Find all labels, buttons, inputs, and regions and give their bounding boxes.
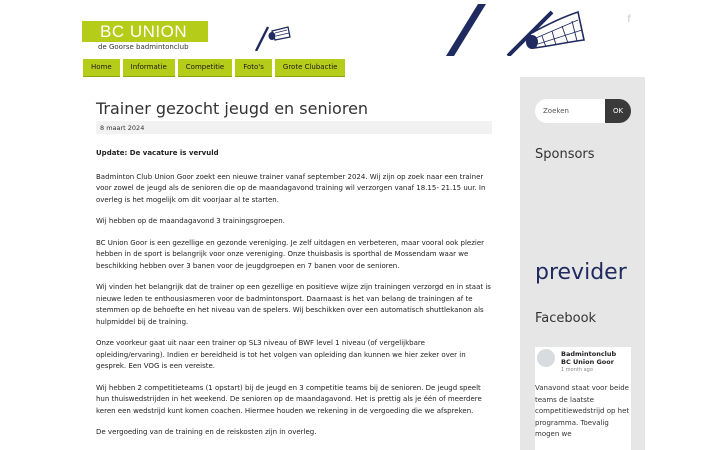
logo-subtitle: de Goorse badmintonclub [98,43,189,51]
nav-item-competitie[interactable]: Competitie [178,59,232,76]
logo-banner [82,21,208,42]
article-body [96,148,492,439]
avatar[interactable] [537,349,555,367]
article [82,78,506,450]
article-paragraph: De vergoeding van de training en de reiskosten zijn in overleg. [96,428,317,436]
article-paragraph: Onze voorkeur gaat uit naar een trainer op SL3 niveau of BWF level 1 niveau (of vergelijkbare opleiding/ervaring). Indien er bereidheid is tot het volgen van opleiding dan kunnen we hier zeker over in gesprek. Een VOG is een vereiste. [96,339,466,370]
article-paragraph: BC Union Goor is een gezellige en gezonde vereniging. Je zelf uitdagen en verbeteren, maar vooral ook plezier hebben in de sport is belangrijk voor onze vereniging. Onze thuisbasis is sporthal de Mossendam waar we beschikking hebben over 3 banen voor de jeugdgroepen en 7 banen voor de senioren. [96,238,485,270]
sidebar [520,77,645,450]
nav-item-grote-clubactie[interactable]: Grote Clubactie [275,59,346,76]
article-lead: Update: De vacature is vervuld [96,149,219,157]
search-input[interactable] [535,99,605,123]
article-paragraph: Wij vinden het belangrijk dat de trainer op een gezellige en positieve wijze zijn trainingen verzorgd en in staat is nieuwe leden te enthousiasmeren voor de badmintonsport. Daarnaast is het van belang de trainingen af te stemmen op de behoefte en het niveau van de spelers. Wij beschikken over een automatisch shuttlekanon als hulpmiddel bij de training. [96,283,491,326]
fb-post-text: Vanavond staat voor beide teams de laatste competitiewedstrijd op het programma. Toevalig mogen we [535,384,630,438]
fb-page-name-line: Badmintonclub [561,350,617,358]
nav-item-informatie[interactable]: Informatie [123,59,175,76]
site-header [0,0,720,58]
search-button[interactable]: OK [605,99,631,123]
facebook-feed [535,347,631,450]
fb-page-name[interactable] [561,350,616,366]
site-logo[interactable] [82,21,208,55]
article-date: 8 maart 2024 [96,121,492,134]
shuttlecock-icon [254,25,292,51]
fb-post-time: 1 month ago [561,367,593,373]
article-title: Trainer gezocht jeugd en senioren [96,99,369,118]
facebook-heading: Facebook [535,311,597,326]
nav-item-fotos[interactable]: Foto's [235,59,272,76]
fb-page-name-line: BC Union Goor [561,358,614,366]
sponsor-name: previder [535,260,627,285]
search-form [535,99,631,123]
nav-item-home[interactable]: Home [83,59,120,76]
article-paragraph: Wij hebben op de maandagavond 3 trainingsgroepen. [96,217,285,225]
article-paragraph: Wij hebben 2 competitieteams (1 opstart) bij de jeugd en 3 competitie teams bij de senioren. De jeugd speelt hun thuiswedstrijden in het weekend. De senioren op de maandagavond. Het is prettig als je één of meerdere keren een wedstrijd kunt komen coachen. Hiermee houden we rekening in de vergoeding die we afspreken. [96,383,482,415]
badminton-banner-icon [438,0,588,56]
main-navigation [83,59,345,76]
logo-title: BC UNION [100,22,188,41]
sponsor-logo[interactable] [535,259,635,285]
sponsors-heading: Sponsors [535,147,595,162]
facebook-icon[interactable]: f [627,14,631,25]
article-paragraph: Badminton Club Union Goor zoekt een nieuwe trainer vanaf september 2024. Wij zijn op zoek naar een trainer voor zowel de jeugd als de senioren die op de maandagavond training wil verzorgen vanaf 18.15- 21.15 uur. In overleg is het mogelijk om dit voorjaar al te starten. [96,172,486,204]
